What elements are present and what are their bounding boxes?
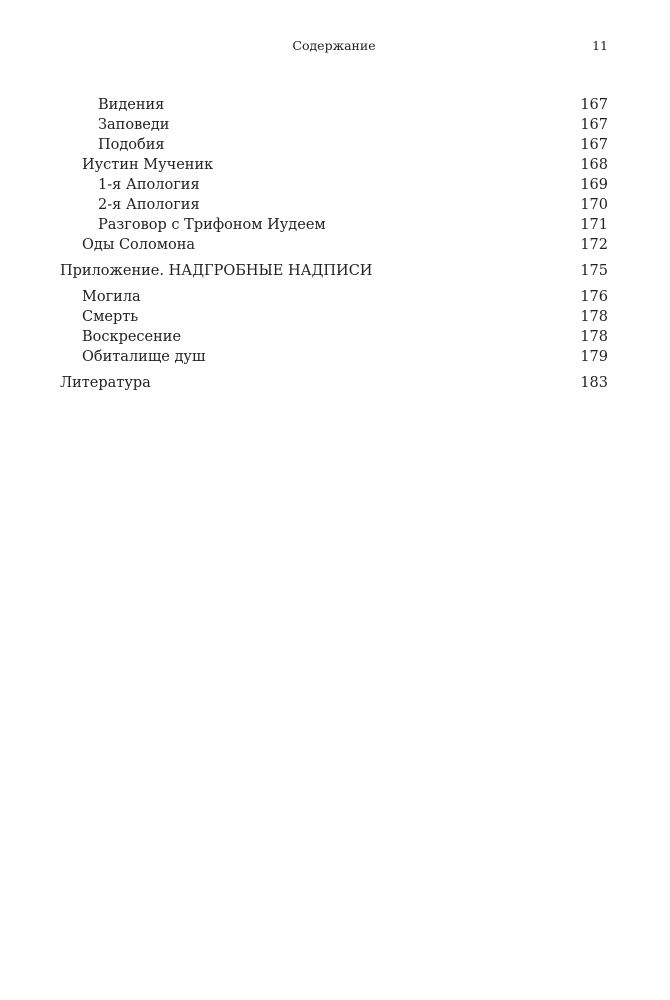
toc-entry-commandments xyxy=(60,115,608,135)
toc-entry-label: 1-я Апология xyxy=(98,177,200,193)
toc-entry-label: Литература xyxy=(60,375,151,391)
toc-entry-page: 167 xyxy=(580,117,608,133)
toc-entry-page: 167 xyxy=(580,97,608,113)
toc-entry-page: 169 xyxy=(580,177,608,193)
toc-entry-page: 170 xyxy=(580,197,608,213)
toc-entry-label: Оды Соломона xyxy=(82,237,196,253)
toc-entry-label: Разговор с Трифоном Иудеем xyxy=(98,217,326,233)
page-number: 11 xyxy=(592,38,608,53)
toc-entry-label: Видения xyxy=(98,97,165,113)
toc-entry-appendix xyxy=(60,261,608,281)
toc-entry-label: Подобия xyxy=(98,137,165,153)
toc-entry-label: Приложение. НАДГРОБНЫЕ НАДПИСИ xyxy=(60,263,373,279)
toc-entry-page: 183 xyxy=(580,375,608,391)
toc-entry-resurrection xyxy=(60,327,608,347)
toc-entry-justin-martyr xyxy=(60,155,608,175)
toc-entry-label: Обиталище душ xyxy=(82,349,206,365)
toc-entry-page: 175 xyxy=(580,263,608,279)
toc-entry-first-apology xyxy=(60,175,608,195)
toc-entry-label: Могила xyxy=(82,289,141,305)
toc-entry-label: Смерть xyxy=(82,309,139,325)
toc-entry-grave xyxy=(60,287,608,307)
toc-entry-literature xyxy=(60,373,608,393)
toc-entry-similitudes xyxy=(60,135,608,155)
toc-entry-visions xyxy=(60,95,608,115)
toc-entry-label: Воскресение xyxy=(82,329,182,345)
toc-entry-page: 167 xyxy=(580,137,608,153)
toc-entry-second-apology xyxy=(60,195,608,215)
table-of-contents xyxy=(60,95,608,393)
toc-entry-dialogue-trypho xyxy=(60,215,608,235)
toc-entry-page: 168 xyxy=(580,157,608,173)
toc-entry-label: Заповеди xyxy=(98,117,170,133)
toc-entry-page: 176 xyxy=(580,289,608,305)
toc-entry-page: 171 xyxy=(580,217,608,233)
toc-entry-page: 179 xyxy=(580,349,608,365)
running-head xyxy=(60,38,608,58)
toc-entry-death xyxy=(60,307,608,327)
running-title: Содержание xyxy=(292,38,376,53)
toc-entry-page: 172 xyxy=(580,237,608,253)
toc-entry-label: Иустин Мученик xyxy=(82,157,214,173)
toc-entry-label: 2-я Апология xyxy=(98,197,200,213)
toc-entry-abode-souls xyxy=(60,347,608,367)
toc-entry-odes-solomon xyxy=(60,235,608,255)
toc-entry-page: 178 xyxy=(580,309,608,325)
toc-entry-page: 178 xyxy=(580,329,608,345)
